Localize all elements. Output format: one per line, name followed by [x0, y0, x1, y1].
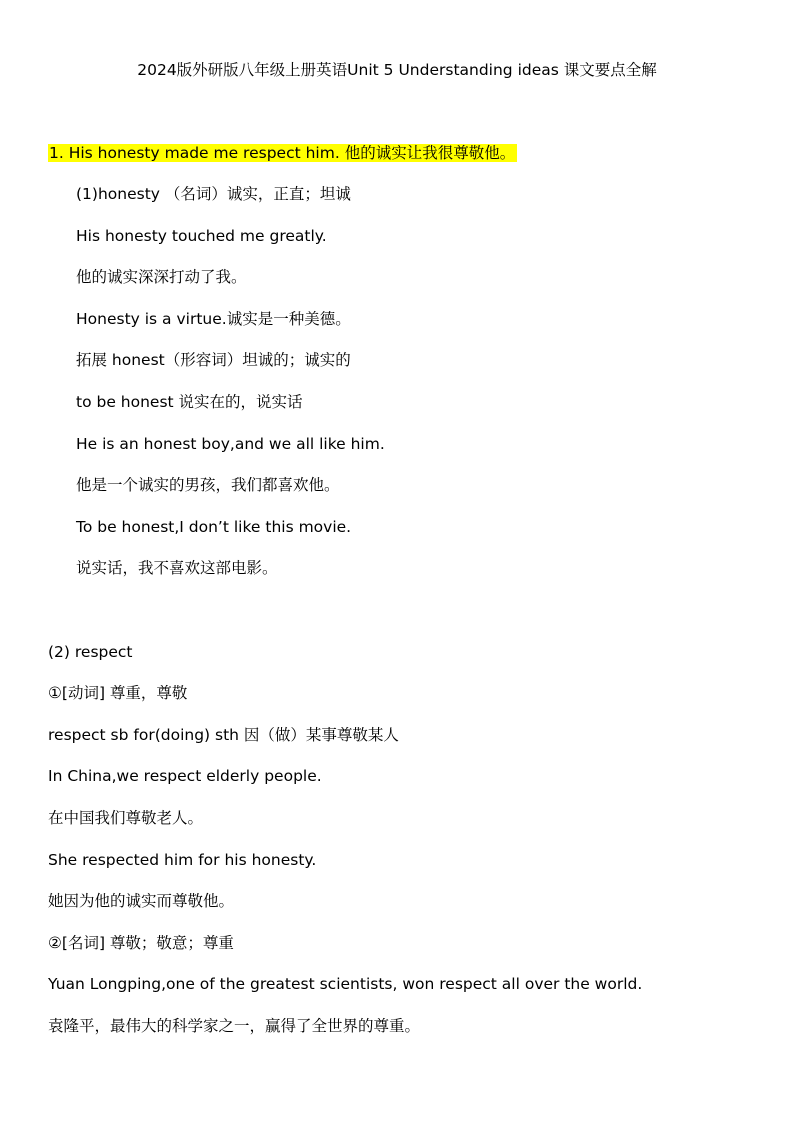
highlighted-sentence: 1. His honesty made me respect him. 他的诚实让我很尊敬他。 — [49, 144, 516, 162]
section-1-heading — [48, 142, 517, 164]
extension-note: 拓展 honest（形容词）坦诚的；诚实的 — [76, 351, 351, 369]
example-sentence: Honesty is a virtue.诚实是一种美德。 — [76, 310, 351, 328]
verb-definition: ①[动词] 尊重，尊敬 — [48, 684, 188, 702]
section-2-heading: (2) respect — [48, 643, 133, 661]
example-sentence-en: His honesty touched me greatly. — [76, 227, 327, 245]
document-title: 2024版外研版八年级上册英语Unit 5 Understanding ideas 课文要点全解 — [137, 61, 657, 79]
example-sentence-en: He is an honest boy,and we all like him. — [76, 435, 385, 453]
example-sentence-zh: 在中国我们尊敬老人。 — [48, 809, 204, 827]
example-sentence-en: She respected him for his honesty. — [48, 851, 317, 869]
example-sentence-zh: 她因为他的诚实而尊敬他。 — [48, 892, 235, 910]
example-sentence-zh: 他是一个诚实的男孩，我们都喜欢他。 — [76, 476, 340, 494]
example-sentence-zh: 说实话，我不喜欢这部电影。 — [76, 559, 278, 577]
honesty-definition: (1)honesty （名词）诚实，正直；坦诚 — [76, 185, 351, 203]
example-sentence-en: To be honest,I don’t like this movie. — [76, 518, 352, 536]
example-sentence-zh: 袁隆平，最伟大的科学家之一，赢得了全世界的尊重。 — [48, 1017, 421, 1035]
noun-definition: ②[名词] 尊敬；敬意；尊重 — [48, 934, 234, 952]
example-sentence-zh: 他的诚实深深打动了我。 — [76, 268, 247, 286]
phrase-note: respect sb for(doing) sth 因（做）某事尊敬某人 — [48, 726, 399, 744]
phrase-note: to be honest 说实在的，说实话 — [76, 393, 303, 411]
example-sentence-en: Yuan Longping,one of the greatest scientists, won respect all over the world. — [48, 975, 643, 993]
example-sentence-en: In China,we respect elderly people. — [48, 767, 322, 785]
